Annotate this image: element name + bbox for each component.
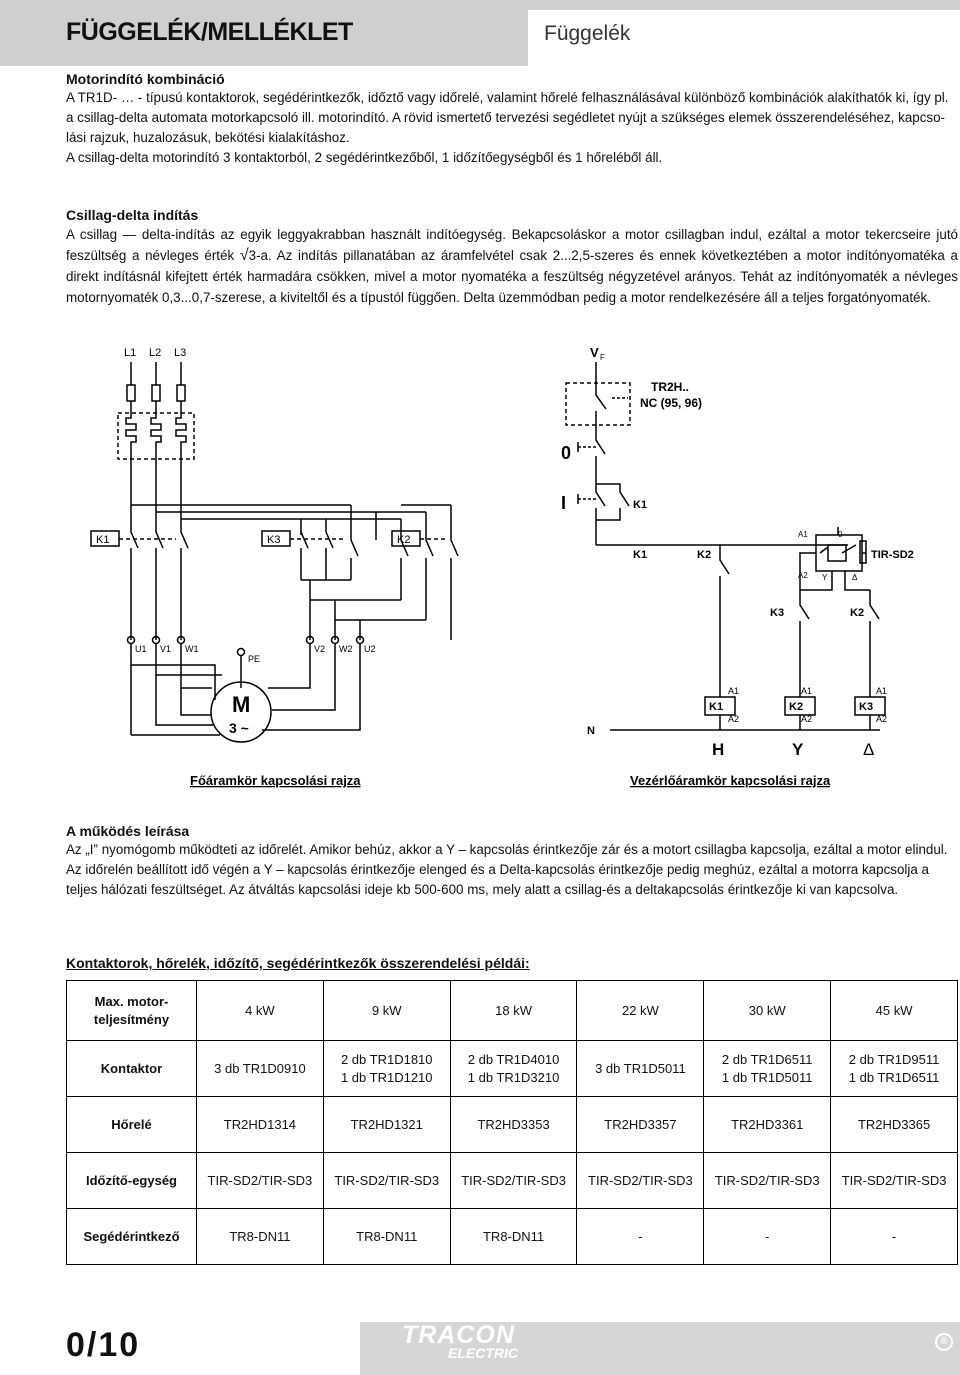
supply-label: V	[590, 345, 599, 360]
motor-combination-line: A csillag-delta motorindító 3 kontaktorból, 2 segédérintkezőből, 1 időzítőegységből és 1 hőreléből áll.	[66, 150, 663, 165]
interlock-k2: K2	[850, 607, 865, 619]
row-label: Segédérintkező	[67, 1209, 197, 1265]
cell-line: 3 db TR1D0910	[214, 1060, 306, 1076]
sqrt-symbol: √	[239, 247, 249, 264]
coil-k3-a2: A2	[876, 714, 888, 724]
table-cell	[197, 1041, 324, 1097]
footer-left	[0, 1322, 360, 1375]
cell-line: 2 db TR1D6511	[721, 1051, 813, 1067]
page-subtitle: Függelék	[544, 22, 631, 45]
table-cell: TR2HD3361	[704, 1097, 831, 1153]
table-header-label-line: Max. motor-	[94, 993, 169, 1009]
power-cell: 4 kW	[197, 981, 324, 1041]
table-cell: TR2HD1314	[197, 1097, 324, 1153]
star-delta-paragraph	[66, 224, 958, 308]
coil-h-label: H	[712, 740, 725, 759]
table-cell: -	[577, 1209, 704, 1265]
terminal-u2: U2	[364, 644, 376, 654]
star-delta-heading: Csillag-delta indítás	[66, 207, 199, 223]
table-header-label	[67, 981, 197, 1041]
table-cell: TR2HD3353	[450, 1097, 577, 1153]
table-cell: TR2HD1321	[323, 1097, 450, 1153]
coil-k3-a1: A1	[876, 686, 888, 696]
power-cell: 45 kW	[831, 981, 958, 1041]
cell-line: 1 db TR1D1210	[340, 1069, 433, 1085]
cell-line: 1 db TR1D6511	[848, 1069, 940, 1085]
table-cell: TIR-SD2/TIR-SD3	[323, 1153, 450, 1209]
operation-line: Az „I” nyomógomb működteti az időrelét. Amikor behúz, akkor a Y – kapcsolás érintkezője zár és a motort csillagba kapcsolja, ezáltal a motor elindul.	[66, 842, 948, 857]
motor-combination-line: A TR1D- … - típusú kontaktorok, segédérintkezők, időztő vagy időrelé, valamint hőrelé felhasználásával különböző kombinációk alakíthatók ki, így pl.	[66, 90, 949, 105]
cell-line: 2 db TR1D1810	[340, 1051, 433, 1067]
contactor-label-k3: K3	[267, 534, 281, 546]
table-cell: TIR-SD2/TIR-SD3	[450, 1153, 577, 1209]
power-cell: 9 kW	[323, 981, 450, 1041]
timer-y: Y	[822, 573, 828, 582]
table-heading: Kontaktorok, hőrelék, időzítő, segédérintkezők összerendelési példái:	[66, 955, 530, 971]
coil-k2-label: K2	[789, 701, 804, 713]
table-cell: TR8-DN11	[450, 1209, 577, 1265]
brand-logo-sub: ELECTRIC	[448, 1345, 518, 1361]
table-row	[67, 1097, 958, 1153]
timer-label: TIR-SD2	[871, 549, 914, 561]
main-circuit-caption: Főáramkör kapcsolási rajza	[190, 773, 361, 788]
table-row	[67, 1153, 958, 1209]
cell-line: 1 db TR1D3210	[467, 1069, 560, 1085]
cell-line: 1 db TR1D5011	[721, 1069, 813, 1085]
power-cell: 18 kW	[450, 981, 577, 1041]
row-label: Kontaktor	[67, 1041, 197, 1097]
terminal-v1: V1	[160, 644, 172, 654]
relay-label-line2: NC (95, 96)	[640, 396, 703, 410]
phase-label-l3: L3	[174, 347, 187, 359]
star-delta-section	[66, 206, 958, 308]
interlock-k3: K3	[770, 607, 785, 619]
start-label: I	[561, 493, 567, 513]
brand-logo: TRACON	[402, 1321, 515, 1349]
operation-line: teljes hálózati feszültséget. Az átváltás kapcsolási ideje kb 500-600 ms, mely alatt a csillag-és a deltakapcsolás érintkezője ki van kapcsolva.	[66, 882, 899, 897]
table-row	[67, 1209, 958, 1265]
cell-line: 3 db TR1D5011	[595, 1060, 686, 1076]
table-heading-wrap	[66, 954, 958, 972]
contactor-label-k2: K2	[397, 534, 411, 546]
control-circuit-caption: Vezérlőáramkör kapcsolási rajza	[630, 773, 831, 788]
timer-delta: Δ	[852, 573, 858, 582]
table-row	[67, 1041, 958, 1097]
motor-symbol: M	[232, 692, 251, 717]
motor-combination-section	[66, 70, 958, 168]
neutral-label: N	[587, 725, 595, 737]
wiring-diagrams	[0, 330, 960, 795]
page-header	[0, 0, 960, 66]
hold-contact-k1: K1	[633, 499, 648, 511]
cell-line: 2 db TR1D9511	[848, 1051, 940, 1067]
table-cell	[704, 1041, 831, 1097]
table-cell	[831, 1041, 958, 1097]
terminal-v2: V2	[314, 644, 326, 654]
coil-k1-a1: A1	[728, 686, 740, 696]
coil-delta-label: Δ	[863, 740, 875, 759]
combination-table	[66, 980, 958, 1265]
table-cell	[323, 1041, 450, 1097]
operation-line: Az időrelén beállított idő végén a Y – kapcsolás érintkezője elenged és a Delta-kapcsolás érintkezője pedig meghúz, ezáltal a motorra kapcsolja a	[66, 862, 929, 877]
table-cell: TR2HD3357	[577, 1097, 704, 1153]
phase-label-l2: L2	[149, 347, 162, 359]
coil-k2-a1: A1	[801, 686, 813, 696]
cell-line: 2 db TR1D4010	[467, 1051, 560, 1067]
table-cell: TIR-SD2/TIR-SD3	[197, 1153, 324, 1209]
coil-k1-a2: A2	[728, 714, 740, 724]
table-cell	[450, 1041, 577, 1097]
coil-k2-a2: A2	[801, 714, 813, 724]
relay-label-line1: TR2H..	[651, 380, 690, 394]
coil-k3-label: K3	[859, 701, 874, 713]
star-delta-text-a: A csillag — delta-indítás az egyik leggyakrabban használt indítóegység. Bekapcsoláskor a motor csillagban indul, ezáltal a motor tekercseire jutó feszültség a névleges érték	[66, 227, 958, 263]
stop-label: 0	[561, 443, 572, 463]
table-cell: TIR-SD2/TIR-SD3	[704, 1153, 831, 1209]
operation-heading: A működés leírása	[66, 823, 190, 839]
table-cell: -	[704, 1209, 831, 1265]
power-cell: 30 kW	[704, 981, 831, 1041]
contact-k2: K2	[697, 549, 712, 561]
table-cell: TIR-SD2/TIR-SD3	[577, 1153, 704, 1209]
timer-a1: A1	[798, 530, 808, 539]
registered-mark: ®	[935, 1333, 953, 1351]
table-cell: -	[831, 1209, 958, 1265]
coil-y-label: Y	[792, 740, 804, 759]
pe-label: PE	[248, 654, 261, 664]
terminal-w2: W2	[339, 644, 353, 654]
row-label: Hőrelé	[67, 1097, 197, 1153]
table-header-label-line: teljesítmény	[93, 1011, 170, 1027]
table-cell: TIR-SD2/TIR-SD3	[831, 1153, 958, 1209]
terminal-w1: W1	[185, 644, 199, 654]
table-row	[67, 981, 958, 1041]
table-cell	[577, 1041, 704, 1097]
table-cell: TR8-DN11	[197, 1209, 324, 1265]
page-number: 0/10	[66, 1326, 141, 1364]
page-title: FÜGGELÉK/MELLÉKLET	[66, 18, 353, 46]
timer-zero: 0	[838, 530, 843, 539]
motor-combination-heading: Motorindító kombináció	[66, 71, 225, 87]
motor-combination-line: a csillag-delta automata motorkapcsoló ill. motorindító. A rövid ismertető tervezési segédletet nyújt a szükséges elemek összerendeléséhez, kapcso-	[66, 110, 946, 125]
table-cell: TR8-DN11	[323, 1209, 450, 1265]
supply-sub-label: F	[600, 353, 605, 362]
operation-section	[66, 822, 958, 900]
terminal-u1: U1	[135, 644, 147, 654]
contact-k1: K1	[633, 549, 648, 561]
table-cell: TR2HD3365	[831, 1097, 958, 1153]
coil-k1-label: K1	[709, 701, 724, 713]
star-delta-text-b: 3-a. Az indítás pillanatában az áramfelvétel csak 2...2,5-szeres és ennek következtében a motor indítónyomatéka a direkt indításnál kifejtett érték harmadára csökken, mivel a motor nyomatéka a feszültség négyzetével arányos. Tehát az indítónyomaték a névleges motornyomaték 0,3...0,7-szerese, a kiviteltől és a típustól függően. Delta üzemmódban pedig a motor rendelkezésére áll a teljes forgatónyomaték.	[66, 248, 958, 305]
motor-combination-line: lási rajzuk, huzalozásuk, bekötési kialakításhoz.	[66, 130, 350, 145]
power-cell: 22 kW	[577, 981, 704, 1041]
timer-a2: A2	[798, 571, 808, 580]
phase-label-l1: L1	[124, 347, 137, 359]
contactor-label-k1: K1	[96, 534, 110, 546]
motor-sub-label: 3 ~	[229, 720, 249, 736]
row-label: Időzítő-egység	[67, 1153, 197, 1209]
